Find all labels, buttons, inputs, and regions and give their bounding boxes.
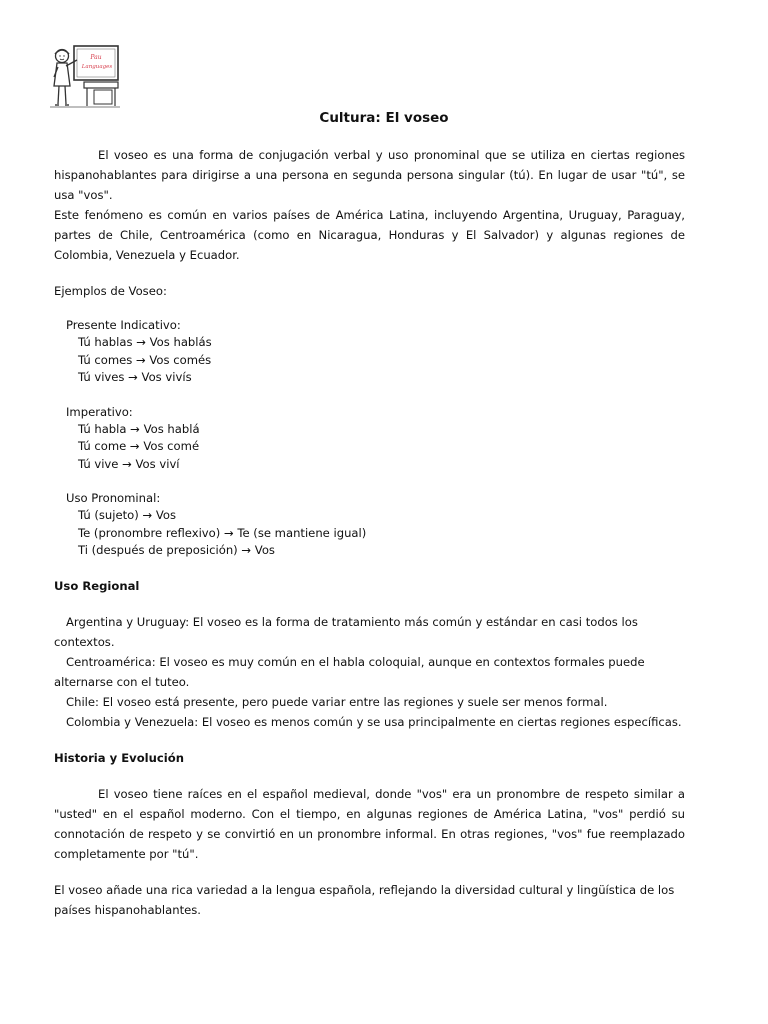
document-body xyxy=(54,145,685,920)
example-group-title: Presente Indicativo: xyxy=(66,318,181,332)
example-item: Tú come → Vos comé xyxy=(78,439,200,453)
example-item: Tú (sujeto) → Vos xyxy=(78,508,177,522)
example-group-imperative xyxy=(54,404,685,474)
board-text-line1: Pau xyxy=(90,54,102,61)
example-item: Tú comes → Vos comés xyxy=(78,352,212,367)
regional-heading: Uso Regional xyxy=(54,578,140,593)
example-item: Tú hablas → Vos hablás xyxy=(78,335,212,349)
example-item: Te (pronombre reflexivo) → Te (se mantiene igual) xyxy=(78,525,367,540)
page-title: Cultura: El voseo xyxy=(319,110,449,126)
example-item: Tú vive → Vos viví xyxy=(78,456,180,471)
teacher-at-board-illustration xyxy=(50,44,122,110)
regional-item: Chile: El voseo está presente, pero puede variar entre las regiones y suele ser menos formal. xyxy=(66,694,608,709)
example-item: Tú habla → Vos hablá xyxy=(78,421,200,436)
closing-paragraph: El voseo añade una rica variedad a la lengua española, reflejando la diversidad cultural y lingüística de los países hispanohablantes. xyxy=(54,882,675,917)
examples-heading: Ejemplos de Voseo: xyxy=(54,284,167,298)
regional-item: Argentina y Uruguay: El voseo es la forma de tratamiento más común y estándar en casi todos los contextos. xyxy=(54,614,638,649)
example-group-title: Uso Pronominal: xyxy=(66,491,161,505)
example-group-present xyxy=(54,317,685,387)
board-text-line2: Languages xyxy=(81,64,113,70)
regional-item: Centroamérica: El voseo es muy común en el habla coloquial, aunque en contextos formales puede alternarse con el tuteo. xyxy=(54,654,645,689)
intro-paragraph: El voseo es una forma de conjugación verbal y uso pronominal que se utiliza en ciertas regiones hispanohablantes para dirigirse a una persona en segunda persona singular (tú). En lugar de usar "tú", se usa "vos". Este fenómeno es común en varios países de América Latina, incluyendo Argentina, Uruguay, Paraguay, partes de Chile, Centroamérica (como en Nicaragua, Honduras y El Salvador) y algunas regiones de Colombia, Venezuela y Ecuador. xyxy=(54,148,685,262)
example-group-pronominal xyxy=(54,490,685,560)
example-group-title: Imperativo: xyxy=(66,404,133,419)
regional-item: Colombia y Venezuela: El voseo es menos común y se usa principalmente en ciertas regiones específicas. xyxy=(66,714,682,729)
teacher-logo xyxy=(50,44,122,110)
example-item: Ti (después de preposición) → Vos xyxy=(78,543,275,557)
example-item: Tú vives → Vos vivís xyxy=(78,370,192,384)
history-heading: Historia y Evolución xyxy=(54,750,184,765)
history-paragraph: El voseo tiene raíces en el español medieval, donde "vos" era un pronombre de respeto similar a "usted" en el español moderno. Con el tiempo, en algunas regiones de América Latina, "vos" perdió su connotación de respeto y se convirtió en un pronombre informal. En otras regiones, "vos" fue reemplazado completamente por "tú". xyxy=(54,786,685,861)
